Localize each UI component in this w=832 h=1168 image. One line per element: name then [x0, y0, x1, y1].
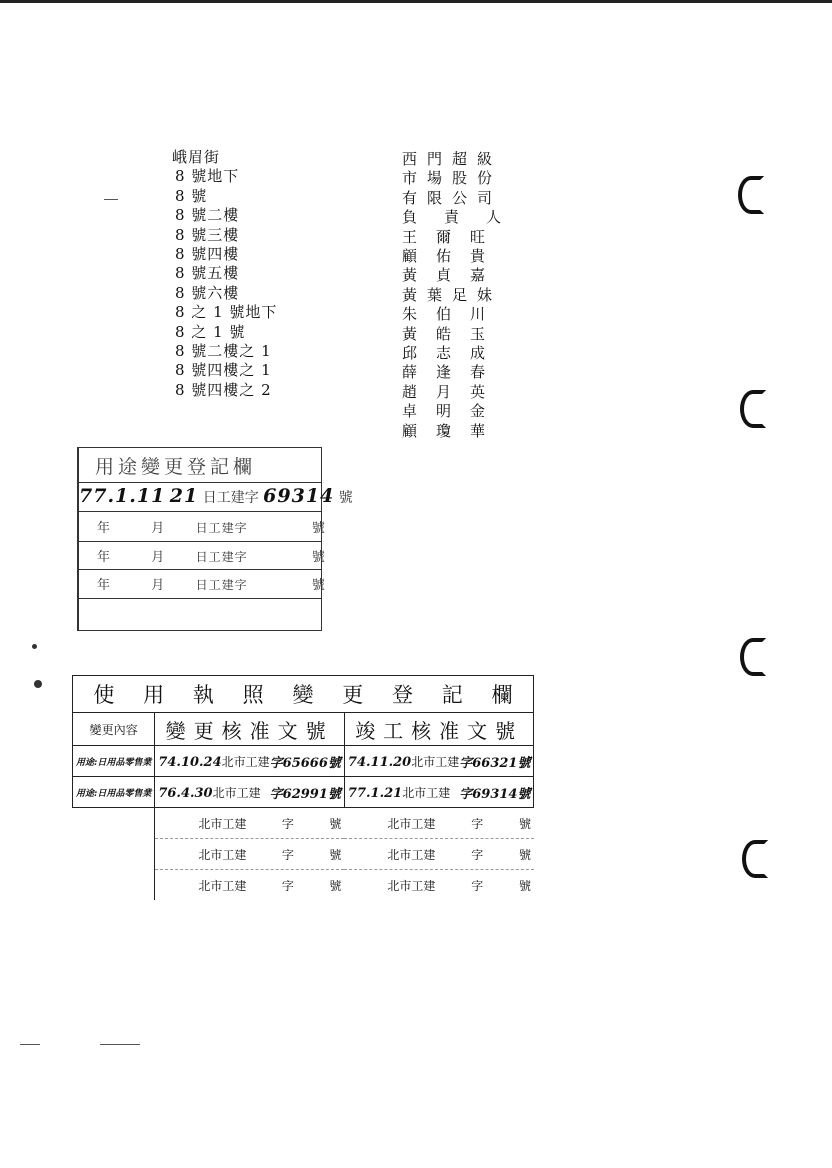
permit-change-register — [72, 675, 534, 900]
owner-item: 顧佑貴 — [402, 247, 505, 266]
address-item: 8 號二樓之 1 — [175, 342, 272, 361]
row-content — [73, 808, 155, 839]
stamp-date-prefix: 77.1.11 — [79, 485, 166, 507]
stamp-text: 日工建字 — [195, 521, 248, 535]
blank-zi: 字 — [281, 847, 294, 862]
approval-number: 字62991號 — [269, 786, 341, 802]
blank-hao: 號 — [518, 816, 531, 831]
address-list — [172, 148, 312, 400]
title-char: 變 — [292, 683, 314, 707]
stamp-text: 日工建字 — [195, 578, 248, 592]
address-item: 8 號四樓之 2 — [175, 380, 272, 399]
permit-title — [72, 675, 534, 712]
scan-top-border — [0, 0, 832, 3]
stamp-number-suffix: 號 — [338, 490, 353, 506]
owner-item: 邱志成 — [402, 344, 505, 363]
header-change-content: 變更內容 — [73, 713, 155, 746]
title-char: 記 — [441, 683, 463, 707]
blank-zi: 字 — [281, 816, 294, 831]
approval-date: 74.10.24 — [158, 754, 222, 770]
blank-office: 北市工建 — [198, 847, 247, 862]
owner-item: 顧瓊華 — [402, 421, 505, 440]
table-row — [73, 746, 534, 777]
completion-date: 74.11.20 — [347, 754, 412, 770]
stamp-blank-row — [79, 546, 339, 565]
stamp-date-day: 21 — [169, 485, 199, 507]
stamp-number: 69314 — [263, 485, 335, 507]
address-item: 8 號地下 — [175, 167, 240, 186]
owner-item: 薛逢春 — [402, 363, 505, 382]
address-item: 8 之 1 號地下 — [175, 303, 278, 322]
row-approval — [155, 839, 345, 870]
stamp-text: 日工建字 — [195, 550, 248, 564]
owner-item: 黃皓玉 — [402, 324, 505, 343]
owner-item: 趙月英 — [402, 382, 505, 401]
stamp-year: 年 — [97, 578, 112, 593]
scan-mark — [20, 1044, 40, 1045]
row-completion — [344, 777, 534, 808]
stamp-date-text: 日工建字 — [202, 490, 259, 506]
stamp-divider — [79, 511, 321, 512]
title-char: 登 — [391, 683, 413, 707]
blank-zi: 字 — [281, 878, 294, 893]
owner-item: 朱伯川 — [402, 305, 505, 324]
approval-office: 北市工建 — [221, 754, 270, 769]
stamp-suffix: 號 — [311, 578, 326, 593]
table-row — [73, 808, 534, 839]
address-item: 8 號二樓 — [175, 206, 240, 225]
title-char: 用 — [143, 683, 165, 707]
stamp-month: 月 — [151, 578, 166, 593]
stamp-year: 年 — [97, 550, 112, 565]
permit-table — [72, 712, 534, 900]
approval-number: 字65666號 — [269, 755, 341, 771]
header-completion-approval: 竣工核准文號 — [344, 713, 534, 746]
row-approval — [155, 777, 345, 808]
title-char: 照 — [242, 683, 264, 707]
blank-zi: 字 — [471, 816, 484, 831]
address-item: 8 之 1 號 — [175, 322, 246, 341]
punch-hole — [742, 840, 768, 878]
address-item: 8 號 — [175, 186, 208, 205]
completion-office: 北市工建 — [402, 785, 451, 800]
owner-item: 王爾旺 — [402, 227, 505, 246]
stamp-month: 月 — [151, 521, 166, 536]
completion-office: 北市工建 — [411, 754, 460, 769]
blank-office: 北市工建 — [387, 816, 436, 831]
scan-mark — [100, 1044, 140, 1045]
blank-office: 北市工建 — [387, 878, 436, 893]
stamp-year: 年 — [97, 521, 112, 536]
row-approval — [155, 808, 345, 839]
row-completion — [344, 746, 534, 777]
completion-number: 字66321號 — [459, 755, 531, 771]
stamp-suffix: 號 — [311, 550, 326, 565]
row-content: 用途:日用品零售業 — [73, 777, 155, 808]
title-char: 欄 — [491, 683, 513, 707]
stamp-divider — [79, 482, 321, 483]
table-row — [73, 870, 534, 901]
blank-zi: 字 — [471, 878, 484, 893]
owner-item: 有限公司 — [402, 188, 503, 207]
address-item: 8 號三樓 — [175, 225, 240, 244]
owner-item: 負責人 — [402, 208, 529, 227]
stamp-suffix: 號 — [311, 521, 326, 536]
stamp-divider — [79, 541, 321, 542]
completion-number: 字69314號 — [459, 786, 531, 802]
blank-hao: 號 — [329, 878, 342, 893]
owner-item: 黃貞嘉 — [402, 266, 505, 285]
row-completion — [344, 839, 534, 870]
punch-hole — [738, 176, 764, 214]
address-item: 8 號四樓 — [175, 245, 240, 264]
completion-date: 77.1.21 — [347, 785, 403, 801]
table-row — [73, 839, 534, 870]
stamp-title: 用途變更登記欄 — [95, 456, 257, 478]
row-approval — [155, 746, 345, 777]
owner-item: 黃葉足妹 — [402, 285, 503, 304]
table-row — [73, 777, 534, 808]
address-item: 8 號五樓 — [175, 264, 240, 283]
row-content — [73, 870, 155, 901]
title-char: 更 — [342, 683, 364, 707]
blank-hao: 號 — [329, 847, 342, 862]
title-char: 執 — [192, 683, 214, 707]
stamp-blank-row — [79, 517, 339, 536]
punch-hole — [740, 390, 766, 428]
stamp-blank-row — [79, 574, 339, 593]
stamp-divider — [79, 598, 321, 599]
approval-date: 76.4.30 — [158, 785, 213, 801]
stamp-month: 月 — [151, 550, 166, 565]
blank-hao: 號 — [518, 847, 531, 862]
punch-hole — [740, 638, 766, 676]
scan-speck — [32, 644, 37, 649]
address-item: 8 號六樓 — [175, 283, 240, 302]
row-completion — [344, 870, 534, 901]
address-street: 峨眉街 — [172, 148, 221, 166]
row-content: 用途:日用品零售業 — [73, 746, 155, 777]
owner-list — [402, 150, 529, 441]
blank-office: 北市工建 — [198, 878, 247, 893]
address-item: 8 號四樓之 1 — [175, 361, 272, 380]
header-change-approval: 變更核准文號 — [155, 713, 345, 746]
scan-speck — [34, 680, 42, 688]
title-char: 使 — [93, 683, 115, 707]
blank-zi: 字 — [471, 847, 484, 862]
row-approval — [155, 870, 345, 901]
blank-hao: 號 — [329, 816, 342, 831]
row-content — [73, 839, 155, 870]
usage-change-stamp — [77, 447, 353, 631]
approval-office: 北市工建 — [212, 785, 261, 800]
owner-item: 西門超級 — [402, 150, 503, 168]
blank-office: 北市工建 — [198, 816, 247, 831]
table-header-row — [73, 713, 534, 746]
stamp-divider — [79, 569, 321, 570]
owner-item: 卓明金 — [402, 402, 505, 421]
owner-item: 市場股份 — [402, 169, 503, 188]
blank-office: 北市工建 — [387, 847, 436, 862]
blank-hao: 號 — [518, 878, 531, 893]
row-completion — [344, 808, 534, 839]
stamp-filled-row — [79, 485, 353, 507]
scan-mark — [104, 199, 118, 200]
